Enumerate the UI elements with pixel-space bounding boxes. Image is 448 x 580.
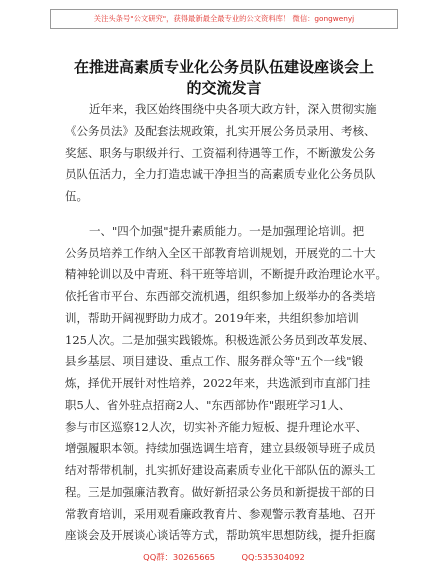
paragraph-line: 县乡基层、项目建设、重点工作、服务群众等"五个一线"锻	[65, 354, 364, 369]
paragraph-line: 座谈会及开展谈心谈话等方式，帮助筑牢思想防线，提升拒腐	[65, 528, 376, 543]
paragraph-line: 一、"四个加强"提升素质能力。一是加强理论培训。把	[89, 223, 365, 238]
paragraph-line: 炼，择优开展针对性培养，2022年来，共选派到市直部门挂	[65, 376, 371, 390]
paragraph-line: 常教育培训，采用观看廉政教育片、参观警示教育基地、召开	[65, 506, 376, 521]
document-title-line-2: 的交流发言	[186, 79, 262, 97]
paragraph-line: 增强履职本领。持续加强选调生培育，建立县级领导班子成员	[65, 441, 376, 456]
paragraph-line: 程。三是加强廉洁教育。做好新招录公务员和新提拔干部的日	[65, 484, 376, 499]
paragraph-line: 125人次。二是加强实践锻炼。积极选派公务员到改革发展、	[65, 332, 375, 347]
footer-contact	[0, 551, 448, 563]
paragraph-1	[65, 99, 385, 208]
header-banner	[50, 9, 398, 29]
paragraph-line: 依托省市平台、东西部交流机遇，组织参加上级举办的各类培	[65, 289, 376, 303]
qq-number: 535304092	[257, 552, 305, 562]
paragraph-line: 近年来，我区始终围绕中央各项大政方针，深入贯彻实施	[89, 102, 377, 116]
qq-group-label: QQ群：	[143, 552, 173, 562]
document-body	[65, 99, 385, 547]
paragraph-line: 奖惩、职务与职级并行、工资福利待遇等工作，不断激发公务	[65, 145, 376, 160]
paragraph-line: 《公务员法》及配套法规政策，扎实开展公务员录用、考核、	[65, 123, 376, 138]
paragraph-line: 伍。	[65, 189, 88, 203]
paragraph-line: 精神轮训以及中青班、科干班等培训，不断提升政治理论水平。	[65, 267, 387, 282]
qq-group-number: 30265665	[172, 552, 216, 562]
paragraph-2	[65, 221, 385, 547]
banner-text: 关注头条号"公文研究"，获得最新最全最专业的公文资料库！ 微信：gongwenyj	[93, 14, 355, 23]
paragraph-line: 训，帮助开阔视野助力成才。2019年来，共组织参加培训	[65, 310, 359, 325]
paragraph-line: 公务员培养工作纳入全区干部教育培训规划，开展党的二十大	[65, 245, 376, 260]
qq-label: QQ:	[241, 552, 258, 562]
document-title-line-1: 在推进高素质专业化公务员队伍建设座谈会上	[73, 58, 374, 76]
paragraph-line: 结对帮带机制，扎实抓好建设高素质专业化干部队伍的源头工	[65, 463, 376, 477]
paragraph-line: 参与市区巡察12人次，切实补齐能力短板、提升理论水平、	[65, 419, 368, 434]
paragraph-line: 职5人、省外驻点招商2人、"东西部协作"跟班学习1人、	[65, 397, 351, 412]
paragraph-line: 员队伍活力，全力打造忠诚干净担当的高素质专业化公务员队	[65, 167, 376, 182]
